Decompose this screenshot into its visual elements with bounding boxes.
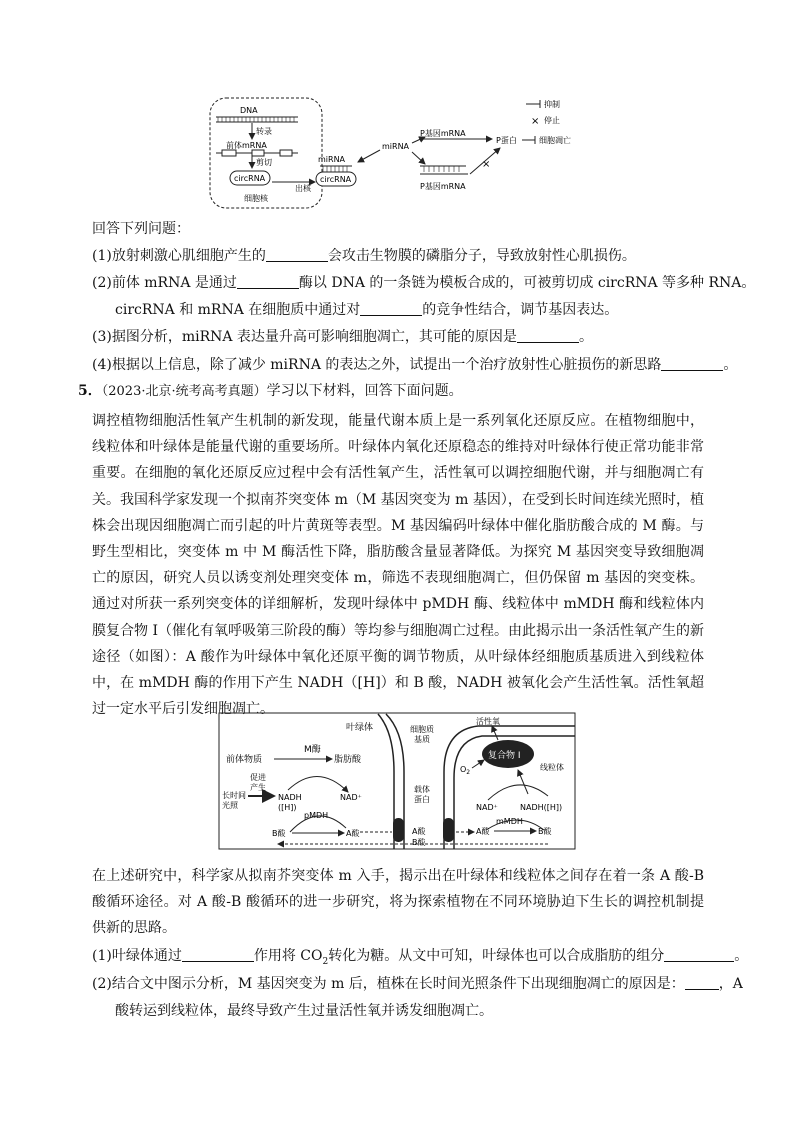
figure-circrna-mirna-diagram bbox=[200, 92, 600, 212]
carrier-protein-right bbox=[443, 818, 454, 842]
chloroplast-membrane-inner bbox=[378, 714, 394, 849]
q5-part2 bbox=[92, 974, 743, 994]
q4-part3-text-a: (3)据图分析，miRNA 表达量升高可影响细胞凋亡，其可能的原因是 bbox=[92, 329, 517, 345]
nadh-chloroplast-label-2: ([H]) bbox=[278, 803, 297, 812]
q5-part2-text-a: (2)结合文中图示分析，M 基因突变为 m 后，植株在长时间光照条件下出现细胞凋亡的原因是： bbox=[92, 976, 685, 992]
long-light-label-2: 光照 bbox=[222, 801, 238, 810]
carrier-label-1: 载体 bbox=[414, 785, 430, 794]
q4-part2-blank-2 bbox=[360, 301, 422, 316]
o2-text: O bbox=[460, 765, 467, 774]
nadh-mito-label: NADH([H]) bbox=[520, 803, 563, 812]
bottom-mirna-strand bbox=[420, 166, 466, 172]
mirna-to-pmrna-bottom-arrow bbox=[412, 152, 425, 164]
q4-part4-blank bbox=[661, 356, 723, 371]
nad-mito-label: NAD⁺ bbox=[476, 803, 498, 812]
q4-part4-text-b: 。 bbox=[723, 357, 738, 373]
bound-mirna-strand bbox=[320, 166, 352, 172]
apoptosis-label: 细胞凋亡 bbox=[539, 136, 571, 145]
splice-label: 剪切 bbox=[256, 158, 272, 167]
q5-after-figure: 在上述研究中，科学家从拟南芥突变体 m 入手，揭示出在叶绿体和线粒体之间存在着一条 A 酸-B 酸循环途径。对 A 酸-B 酸循环的进一步研究，将为探索植物在不同环境胁迫下生长的调控机制提供新的思路。 bbox=[92, 868, 704, 937]
q4-part2 bbox=[92, 273, 755, 293]
m-enzyme-label: M酶 bbox=[304, 745, 321, 755]
nad-chloroplast-label: NAD⁺ bbox=[340, 793, 362, 802]
q4-part3-blank bbox=[517, 328, 579, 343]
q5-source: （2023·北京·统考高考真题） bbox=[101, 384, 267, 399]
mirna-to-circrna-arrow bbox=[358, 150, 380, 162]
fatty-acid-label: 脂肪酸 bbox=[334, 755, 362, 765]
q4-part4-text-a: (4)根据以上信息，除了减少 miRNA 的表达之外，试提出一个治疗放射性心脏损伤的新思路 bbox=[92, 357, 662, 373]
pmdh-label: pMDH bbox=[304, 811, 329, 820]
q5-prompt: 学习以下材料，回答下面问题。 bbox=[266, 383, 463, 399]
q4-part1-blank bbox=[266, 247, 328, 262]
q4-intro: 回答下列问题： bbox=[92, 221, 190, 237]
circrna-nucleus-label: circRNA bbox=[234, 174, 266, 183]
legend-stop-label: 停止 bbox=[544, 116, 560, 125]
q4-part2-cont bbox=[115, 300, 618, 320]
dna-label: DNA bbox=[240, 106, 258, 115]
q4-part1-text-b: 会攻击生物膜的磷脂分子，导致放射性心肌损伤。 bbox=[327, 248, 636, 264]
legend bbox=[526, 99, 560, 127]
blocked-cross-mark: × bbox=[482, 159, 491, 170]
a-acid-mid-label: A酸 bbox=[412, 827, 426, 836]
cytosol-label-2: 基质 bbox=[414, 735, 430, 744]
mmdh-label: mMDH bbox=[496, 817, 523, 826]
precursor-label: 前体物质 bbox=[226, 755, 263, 765]
q5-part1-sub: 2 bbox=[322, 956, 329, 967]
mirna-label: miRNA bbox=[382, 142, 410, 151]
b-acid-mito-label: B酸 bbox=[538, 827, 552, 836]
a-acid-mito-label: A酸 bbox=[476, 827, 490, 836]
promote-label-1: 促进 bbox=[250, 773, 266, 782]
q5-part1-blank-2 bbox=[664, 947, 734, 962]
cytosol-label-1: 细胞质 bbox=[410, 725, 434, 734]
q5-part2-text-b: ，A bbox=[718, 976, 743, 992]
q4-part1 bbox=[92, 246, 636, 266]
o2-label bbox=[460, 765, 470, 776]
nadh-chloroplast-label-1: NADH bbox=[278, 793, 302, 802]
ros-label: 活性氧 bbox=[476, 717, 500, 726]
p-mrna-bottom-label: P基因mRNA bbox=[420, 182, 466, 191]
bound-mirna-label: miRNA bbox=[318, 155, 346, 164]
q5-part1 bbox=[92, 946, 748, 972]
b-acid-chloroplast-label: B酸 bbox=[272, 829, 286, 838]
q4-part2-text-a: (2)前体 mRNA 是通过 bbox=[92, 275, 237, 291]
q4-part1-text-a: (1)放射刺激心肌细胞产生的 bbox=[92, 248, 266, 264]
q5-part1-text-c: 转化为糖。从文中可知，叶绿体也可以合成脂肪的组分 bbox=[328, 948, 665, 964]
q5-part1-text-a: (1)叶绿体通过 bbox=[92, 948, 182, 964]
o2-arrow bbox=[472, 760, 484, 768]
nucleus-label: 细胞核 bbox=[244, 194, 268, 203]
p-mrna-top-label: P基因mRNA bbox=[420, 129, 466, 138]
mito-cycle-arc bbox=[488, 785, 548, 800]
q4-part2-text-c: circRNA 和 mRNA 在细胞质中通过对 bbox=[115, 302, 361, 318]
a-acid-chloroplast-label: A酸 bbox=[346, 829, 360, 838]
export-label: 出核 bbox=[295, 184, 311, 193]
q4-part3 bbox=[92, 327, 593, 347]
q5-part2-cont bbox=[115, 1001, 493, 1021]
b-acid-mid-label: B酸 bbox=[412, 838, 426, 847]
q4-part3-text-b: 。 bbox=[578, 329, 593, 345]
q5-part2-blank bbox=[685, 975, 719, 990]
q4-part2-blank-1 bbox=[237, 274, 299, 289]
chloroplast-label: 叶绿体 bbox=[346, 723, 374, 733]
legend-inhibit-label: 抑制 bbox=[544, 100, 560, 109]
q4-part2-text-b: 酶以 DNA 的一条链为模板合成的，可被剪切成 circRNA 等多种 RNA。 bbox=[298, 275, 756, 291]
q5-part1-text-b: 作用将 CO bbox=[253, 948, 323, 964]
complex-i-label: 复合物 I bbox=[488, 751, 521, 761]
carrier-protein-left bbox=[393, 818, 404, 842]
long-light-label-1: 长时间 bbox=[222, 791, 246, 800]
p-protein-label: P蛋白 bbox=[496, 136, 517, 145]
transcription-label: 转录 bbox=[256, 127, 272, 136]
q5-part1-blank-1 bbox=[182, 947, 254, 962]
pre-mrna-label: 前体mRNA bbox=[226, 141, 267, 150]
q4-part2-text-d: 的竞争性结合，调节基因表达。 bbox=[422, 302, 619, 318]
q5-material: 调控植物细胞活性氧产生机制的新发现，能量代谢本质上是一系列氧化还原反应。在植物细胞中，线粒体和叶绿体是能量代谢的重要场所。叶绿体内氧化还原稳态的维持对叶绿体行使正常功能非常重要。在细胞的氧化还原反应过程中会有活性氧产生，活性氧可以调控细胞代谢，并与细胞凋亡有关。我国科学家发现一个拟南芥突变体 m（M 基因突变为 m 基因），在受到长时间连续光照时，植株会出现因细胞凋亡而引起的叶片黄斑等表型。M 基因编码叶绿体中催化脂肪酸合成的 M 酶。与野生型相比，突变体 m 中 M 酶活性下降，脂肪酸含量显著降低。为探究 M 基因突变导致细胞凋亡的原因，研究人员以诱变剂处理突变体 m，筛选不表现细胞凋亡，但仍保留 m 基因的突变株。通过对所获一系列突变体的详细解析，发现叶绿体中 pMDH 酶、线粒体中 mMDH 酶和线粒体内膜复合物 I（催化有氧呼吸第三阶段的酶）等均参与细胞凋亡过程。由此揭示出一条活性氧产生的新途径（如图）：A 酸作为叶绿体中氧化还原平衡的调节物质，从叶绿体经细胞质基质进入到线粒体中，在 mMDH 酶的作用下产生 NADH（[H]）和 B 酸，NADH 被氧化会产生活性氧。活性氧超过一定水平后引发细胞凋亡。 bbox=[92, 413, 704, 718]
q5-header bbox=[78, 381, 463, 402]
q4-part4 bbox=[92, 355, 737, 375]
figure-chloroplast-mitochondrion-diagram bbox=[218, 712, 578, 852]
legend-stop-symbol: × bbox=[531, 116, 540, 127]
nadh-to-complex-arrow bbox=[518, 770, 528, 794]
q5-part2-text-c: 酸转运到线粒体，最终导致产生过量活性氧并诱发细胞凋亡。 bbox=[115, 1003, 493, 1019]
q5-number: 5． bbox=[78, 383, 102, 399]
pre-mrna-strand bbox=[216, 150, 298, 156]
o2-subscript: 2 bbox=[466, 769, 471, 776]
circrna-cytoplasm-label: circRNA bbox=[320, 175, 352, 184]
dna-double-strand bbox=[216, 117, 298, 122]
complex-to-ros-arrow bbox=[492, 726, 498, 740]
q5-part1-text-d: 。 bbox=[734, 948, 749, 964]
chloroplast-cycle-arc bbox=[288, 776, 348, 792]
promote-label-2: 产生 bbox=[250, 783, 266, 792]
carrier-label-2: 蛋白 bbox=[414, 795, 430, 804]
mitochondrion-label: 线粒体 bbox=[540, 763, 564, 772]
